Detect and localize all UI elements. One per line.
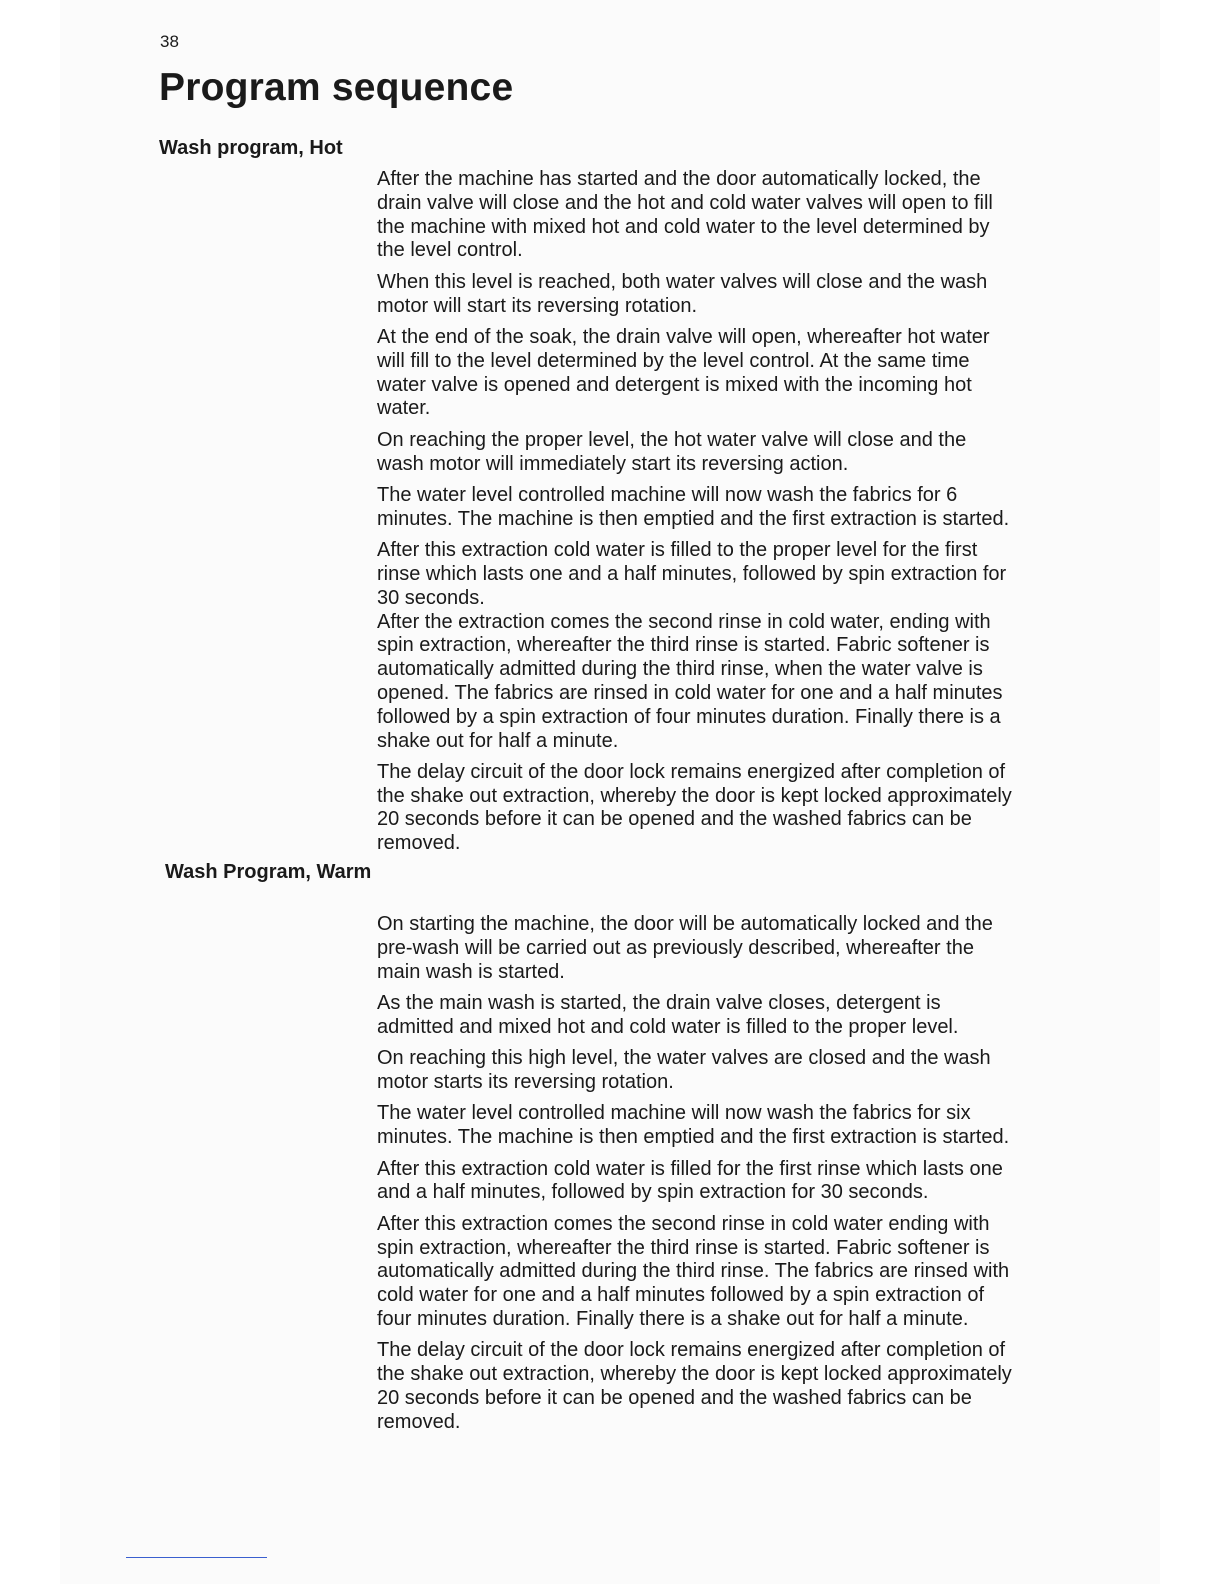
page-title: Program sequence [159, 66, 514, 109]
paragraph: After this extraction cold water is filled to the proper level for the first rinse which lasts one and a half minutes, followed by spin extraction for 30 seconds. [377, 539, 1007, 609]
section-body-wash-hot [377, 168, 1017, 864]
section-body-wash-warm [377, 913, 1017, 1442]
paragraph: The delay circuit of the door lock remains energized after completion of the shake out extraction, whereby the door is kept locked approximately 20 seconds before it can be opened and the washed fabrics can be removed. [377, 760, 1012, 855]
paragraph: When this level is reached, both water valves will close and the wash motor will start its reversing rotation. [377, 270, 988, 317]
paragraph: After the machine has started and the door automatically locked, the drain valve will close and the hot and cold water valves will open to fill the machine with mixed hot and cold water to the level determined by the level control. [377, 168, 993, 262]
paragraph: After this extraction comes the second rinse in cold water ending with spin extraction, whereafter the third rinse is started. Fabric softener is automatically admitted during the third rinse. The fabrics are rinsed with cold water for one and a half minutes followed by a spin extraction of four minutes duration. Finally there is a shake out for half a minute. [377, 1212, 1010, 1330]
paragraph: The water level controlled machine will now wash the fabrics for 6 minutes. The machine is then emptied and the first extraction is started. [377, 483, 1010, 530]
paragraph: The water level controlled machine will now wash the fabrics for six minutes. The machine is then emptied and the first extraction is started. [377, 1102, 1010, 1149]
paragraph: At the end of the soak, the drain valve will open, whereafter hot water will fill to the level determined by the level control. At the same time water valve is opened and detergent is mixed with the incoming hot water. [377, 325, 990, 420]
paragraph: After the extraction comes the second rinse in cold water, ending with spin extraction, whereafter the third rinse is started. Fabric softener is automatically admitted during the third rinse, when the water valve is opened. The fabrics are rinsed in cold water for one and a half minutes followed by a spin extraction of four minutes duration. Finally there is a shake out for half a minute. [377, 610, 1003, 752]
paragraph: On reaching this high level, the water valves are closed and the wash motor starts its reversing rotation. [377, 1047, 991, 1093]
paragraph: On starting the machine, the door will be automatically locked and the pre-wash will be carried out as previously described, whereafter the main wash is started. [377, 913, 993, 983]
paragraph: As the main wash is started, the drain valve closes, detergent is admitted and mixed hot and cold water is filled to the proper level. [377, 991, 959, 1038]
paragraph: On reaching the proper level, the hot water valve will close and the wash motor will immediately start its reversing action. [377, 428, 967, 475]
paragraph: The delay circuit of the door lock remains energized after completion of the shake out extraction, whereby the door is kept locked approximately 20 seconds before it can be opened and the washed fabrics can be removed. [377, 1339, 1012, 1433]
paragraph: After this extraction cold water is filled for the first rinse which lasts one and a half minutes, followed by spin extraction for 30 seconds. [377, 1157, 1003, 1204]
page-number: 38 [160, 32, 179, 51]
section-heading-wash-hot: Wash program, Hot [159, 137, 343, 159]
section-heading-wash-warm: Wash Program, Warm [165, 861, 372, 883]
footer-rule [126, 1557, 267, 1558]
